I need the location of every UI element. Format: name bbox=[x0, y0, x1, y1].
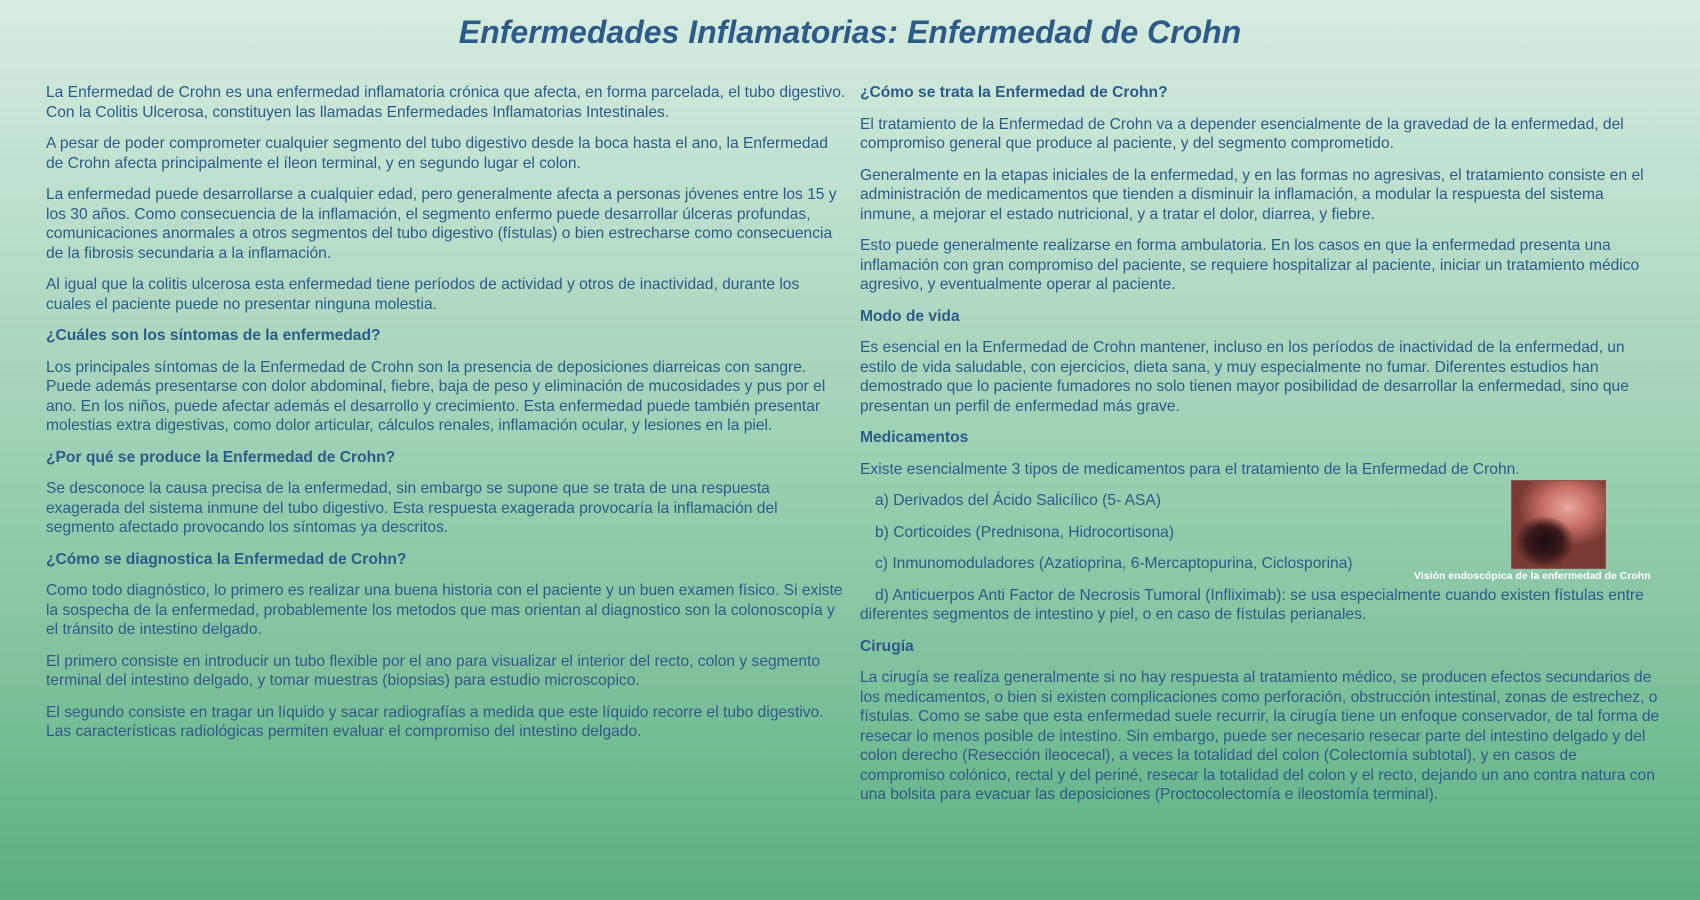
medications-heading: Medicamentos bbox=[860, 429, 969, 446]
activity-paragraph: Al igual que la colitis ulcerosa esta enfermedad tiene períodos de actividad y otros de inactividad, durante los cuales el paciente puede no presentar ninguna molestia. bbox=[46, 276, 800, 313]
lifestyle-heading: Modo de vida bbox=[860, 307, 960, 325]
surgery-paragraph: La cirugía se realiza generalmente si no hay respuesta al tratamiento médico, se producen efectos secundarios de los medicamentos, o bien si existen complicaciones como perforación, obstrucción intestinal, zonas de estrechez, o fístulas. Como se sabe que esta enfermedad suele recurrir, la cirugía tiene un enfoque conservador, de tal forma de resecar lo menos posible de intestino. Sin embargo, puede ser necesario resecar parte del intestino delgado y del colon derecho (Resección ileocecal), a veces la totalidad del colon (Colectomía subtotal), y en casos de compromiso colónico, rectal y del periné, resecar la totalidad del colon y el recto, dejando un ano contra natura con una bolsita para evacuar las deposiciones (Proctocolectomía e ileostomía terminal). bbox=[860, 669, 1660, 803]
diagnosis-paragraph: Como todo diagnóstico, lo primero es realizar una buena historia con el paciente y un buen examen físico. Si existe la sospecha de la enfermedad, probablemente los metodos que mas orientan al diagnostico son la colonoscopía y el tránsito de intestino delgado. bbox=[46, 582, 843, 638]
surgery-heading: Cirugía bbox=[860, 637, 914, 655]
symptoms-paragraph: Los principales síntomas de la Enfermedad de Crohn son la presencia de deposiciones diarreicas con sangre. Puede además presentarse con dolor abdominal, fiebre, baja de peso y eliminación de mucosidades y pus por el ano. En los niños, puede afectar además el desarrollo y crecimiento. Esta enfermedad puede también presentar molestias extra digestivas, como dolor articular, cálculos renales, inflamación ocular, y lesiones en la piel. bbox=[46, 358, 826, 434]
ambulatory-paragraph: Esto puede generalmente realizarse en forma ambulatoria. En los casos en que la enfermedad presenta una inflamación con gran compromiso del paciente, se requiere hospitalizar al paciente, iniciar un tratamiento médico agresivo, y eventualmente operar al paciente. bbox=[860, 237, 1640, 293]
xray-paragraph: El segundo consiste en tragar un líquido y sacar radiografías a medida que este líquido recorre el tubo digestivo. Las características radiológicas permiten evaluar el compromiso del intestino delgado. bbox=[46, 703, 824, 740]
location-paragraph: A pesar de poder comprometer cualquier segmento del tubo digestivo desde la boca hasta el ano, la Enfermedad de Crohn afecta principalmente el íleon terminal, y en segundo lugar el colon. bbox=[46, 135, 828, 172]
intro-paragraph: La Enfermedad de Crohn es una enfermedad inflamatoria crónica que afecta, en forma parcelada, el tubo digestivo. Con la Colitis Ulcerosa, constituyen las llamadas Enfermedades Inflamatorias Intestinales. bbox=[46, 84, 846, 121]
cause-paragraph: Se desconoce la causa precisa de la enfermedad, sin embargo se supone que se trata de una respuesta exagerada del sistema inmune del tubo digestivo. Esta respuesta exagerada provocaría la inflamación del segmento afectado provocando los síntomas ya descritos. bbox=[46, 480, 778, 536]
age-paragraph: La enfermedad puede desarrollarse a cualquier edad, pero generalmente afecta a personas jóvenes entre los 15 y los 30 años. Como consecuencia de la inflamación, el segmento enfermo puede desarrollar úlceras profundas, comunicaciones anormales a otros segmentos del tubo digestivo (fístulas) o bien estrecharse como consecuencia de la fibrosis secundaria a la inflamación. bbox=[46, 186, 837, 262]
treatment-paragraph: El tratamiento de la Enfermedad de Crohn va a depender esencialmente de la gravedad de la enfermedad, del compromiso general que produce al paciente, y del segmento comprometido. bbox=[860, 115, 1624, 152]
initial-treatment-paragraph: Generalmente en la etapas iniciales de la enfermedad, y en las formas no agresivas, el tratamiento consiste en el administración de medicamentos que tienden a disminuir la inflamación, a modular la respuesta del sistema inmune, a mejorar el estado nutricional, y a tratar el dolor, diarrea, y fiebre. bbox=[860, 166, 1644, 223]
left-column bbox=[46, 83, 846, 754]
medication-item-a: a) Derivados del Ácido Salicílico (5- ASA) bbox=[875, 492, 1162, 509]
page-title: Enfermedades Inflamatorias: Enfermedad de Crohn bbox=[458, 14, 1242, 50]
right-column bbox=[860, 83, 1660, 817]
medication-item-c: c) Inmunomoduladores (Azatioprina, 6-Mercaptopurina, Ciclosporina) bbox=[875, 555, 1353, 572]
endoscopy-image bbox=[1511, 480, 1606, 569]
medication-item-b: b) Corticoides (Prednisona, Hidrocortisona) bbox=[875, 523, 1175, 541]
colonoscopy-paragraph: El primero consiste en introducir un tubo flexible por el ano para visualizar el interior del recto, colon y segmento terminal del intestino delgado, y tomar muestras (biopsias) para estudio microscopico. bbox=[46, 652, 821, 689]
treatment-heading: ¿Cómo se trata la Enfermedad de Crohn? bbox=[860, 84, 1168, 101]
diagnosis-heading: ¿Cómo se diagnostica la Enfermedad de Crohn? bbox=[46, 550, 407, 568]
endoscopy-caption: Visión endoscópica de la enfermedad de Crohn bbox=[1414, 570, 1651, 582]
medication-item-d: d) Anticuerpos Anti Factor de Necrosis Tumoral (Infliximab): se usa especialmente cuando existen fístulas entre diferentes segmentos de intestino y piel, o en caso de fístulas perianales. bbox=[860, 586, 1644, 623]
symptoms-heading: ¿Cuáles son los síntomas de la enfermedad? bbox=[46, 327, 381, 344]
lifestyle-paragraph: Es esencial en la Enfermedad de Crohn mantener, incluso en los períodos de inactividad de la enfermedad, un estilo de vida saludable, con ejercicios, dieta sana, y muy especialmente no fumar. Diferentes estudios han demostrado que lo paciente fumadores no solo tienen mayor posibilidad de desarrollar la enfermedad, sino que presentan un perfil de enfermedad más grave. bbox=[860, 339, 1629, 415]
medications-paragraph: Existe esencialmente 3 tipos de medicamentos para el tratamiento de la Enfermedad de Crohn. bbox=[860, 460, 1520, 478]
cause-heading: ¿Por qué se produce la Enfermedad de Crohn? bbox=[46, 448, 396, 466]
